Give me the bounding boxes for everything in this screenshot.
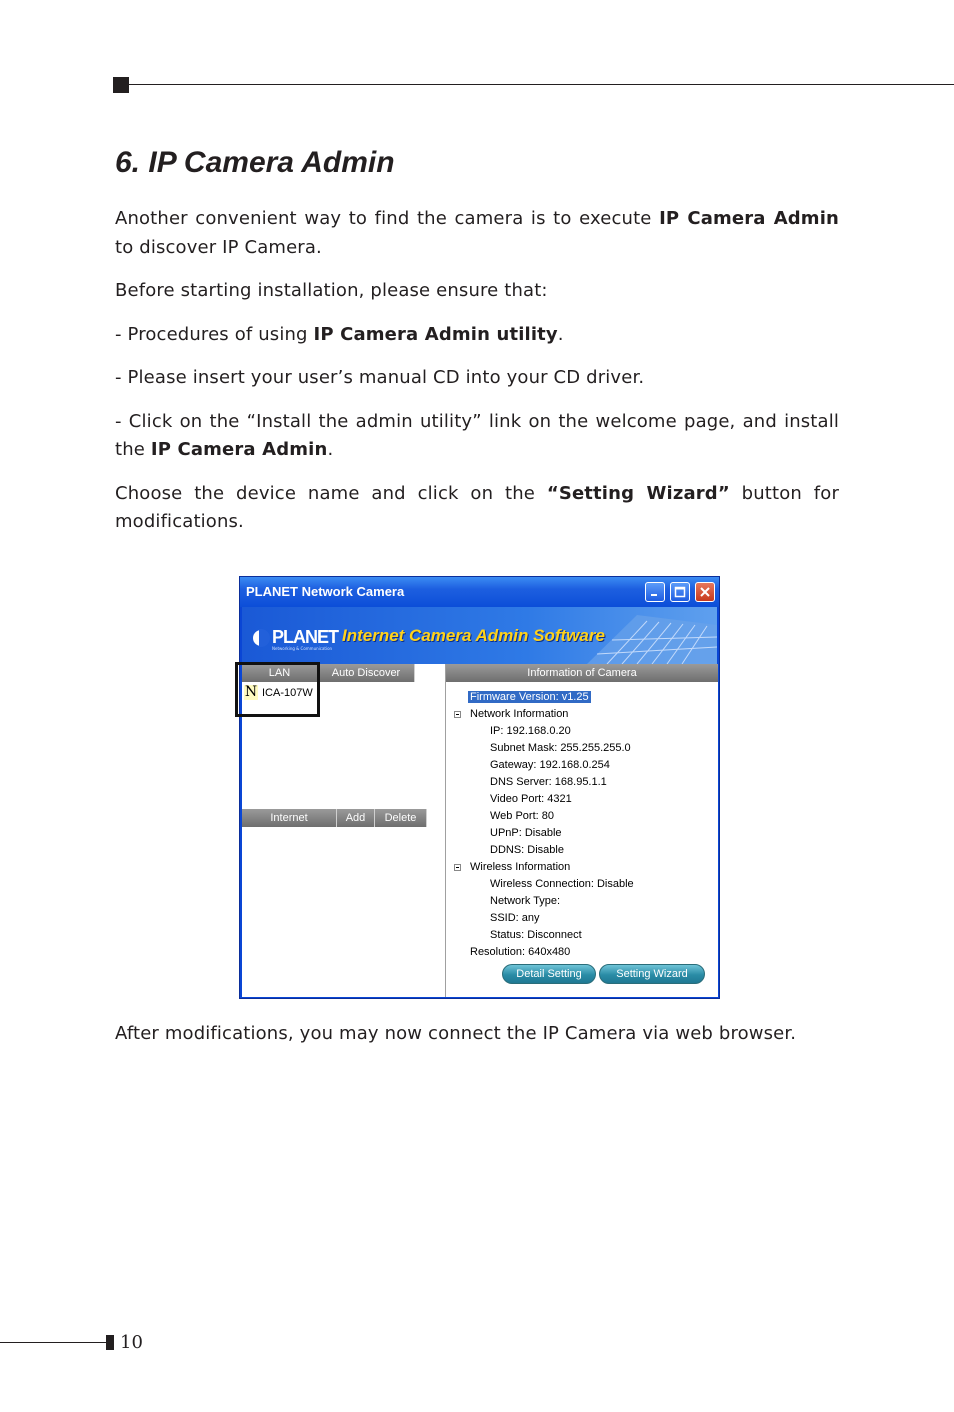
auto-discover-button[interactable]: Auto Discover [318, 664, 415, 682]
detail-setting-button[interactable]: Detail Setting [502, 964, 596, 984]
paragraph-after: After modifications, you may now connect the IP Camera via web browser. [115, 1023, 797, 1044]
planet-logo-icon [253, 630, 269, 646]
info-header: Information of Camera [446, 664, 718, 682]
maximize-button[interactable] [670, 582, 690, 602]
text: . [327, 439, 334, 460]
text: . [557, 323, 564, 345]
paragraph-insert-cd: - Please insert your user’s manual CD into your CD driver. [115, 367, 645, 388]
minimize-button[interactable] [645, 582, 665, 602]
text: to discover IP Camera. [115, 236, 322, 258]
network-ddns: DDNS: Disable [490, 844, 564, 856]
footer-rule [0, 1342, 106, 1343]
paragraph-choose [115, 480, 839, 537]
network-gateway: Gateway: 192.168.0.254 [490, 759, 610, 771]
wireless-status: Status: Disconnect [490, 929, 582, 941]
network-group[interactable]: Network Information [470, 708, 569, 720]
bold-text: IP Camera Admin [659, 208, 839, 229]
maximize-icon [674, 586, 686, 598]
text: button for modifications. [115, 482, 839, 532]
paragraph-procedures [115, 321, 839, 350]
camera-info-pane [446, 664, 718, 997]
close-icon [699, 586, 711, 598]
add-button[interactable]: Add [337, 809, 375, 827]
network-subnet: Subnet Mask: 255.255.255.0 [490, 742, 631, 754]
text: - Procedures of using [115, 323, 314, 345]
network-upnp: UPnP: Disable [490, 827, 562, 839]
text: Choose the device name and click on the [115, 482, 547, 504]
tab-lan[interactable]: LAN [242, 664, 318, 682]
window-titlebar [240, 577, 719, 607]
wireless-ssid: SSID: any [490, 912, 540, 924]
delete-button[interactable]: Delete [375, 809, 427, 827]
footer-mark [106, 1335, 114, 1350]
device-icon: N [244, 684, 258, 700]
network-web-port: Web Port: 80 [490, 810, 554, 822]
planet-logo: PLANET [272, 627, 338, 647]
bold-text: “Setting Wizard” [546, 482, 730, 504]
logo-tagline: Networking & Communication [272, 646, 333, 651]
collapse-icon[interactable] [454, 711, 461, 718]
rule-line [129, 84, 954, 85]
bold-text: IP Camera Admin utility [313, 323, 558, 345]
page-title: 6. IP Camera Admin [115, 146, 395, 179]
network-ip: IP: 192.168.0.20 [490, 725, 571, 737]
highlight-box [235, 662, 320, 717]
network-video-port: Video Port: 4321 [490, 793, 572, 805]
close-button[interactable] [695, 582, 715, 602]
collapse-icon[interactable] [454, 864, 461, 871]
rule-square [113, 77, 129, 93]
window-title: PLANET Network Camera [246, 584, 405, 599]
paragraph-before: Before starting installation, please ensure that: [115, 280, 548, 301]
app-banner [242, 607, 717, 664]
wireless-network-type: Network Type: [490, 895, 561, 907]
bold-text: IP Camera Admin [150, 439, 328, 460]
top-rule [113, 77, 954, 93]
body-text [115, 205, 839, 552]
admin-window-screenshot [239, 576, 720, 999]
device-name: ICA-107W [262, 687, 313, 699]
firmware-item[interactable] [468, 691, 591, 703]
paragraph-intro [115, 205, 839, 262]
software-title: Internet Camera Admin Software [342, 626, 605, 645]
text: Another convenient way to find the camera is to execute [115, 208, 660, 229]
network-dns: DNS Server: 168.95.1.1 [490, 776, 607, 788]
firmware-label: Firmware Version: v1.25 [470, 691, 589, 703]
minimize-icon [649, 586, 661, 598]
page-number: 10 [120, 1332, 143, 1353]
closing-text [115, 1020, 839, 1064]
tab-internet[interactable]: Internet [242, 809, 337, 827]
wireless-group[interactable]: Wireless Information [470, 861, 571, 873]
paragraph-install [115, 408, 839, 465]
text: - Click on the “Install the admin utility” link on the welcome page, and install the [115, 410, 839, 460]
resolution: Resolution: 640x480 [470, 946, 571, 958]
setting-wizard-button[interactable]: Setting Wizard [599, 964, 705, 984]
wireless-connection: Wireless Connection: Disable [490, 878, 634, 890]
building-graphic-icon [567, 607, 717, 664]
